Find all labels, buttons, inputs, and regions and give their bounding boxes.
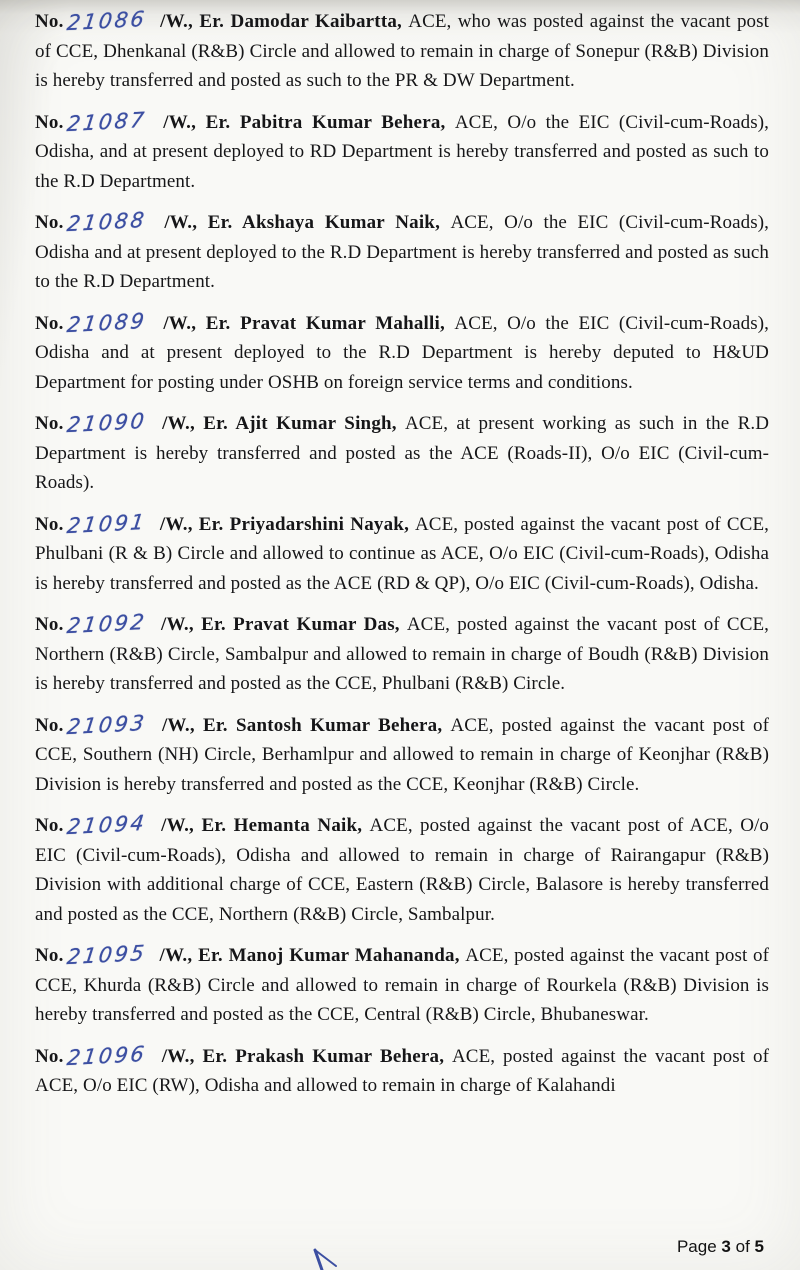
order-no-label: No. xyxy=(35,212,64,233)
handwritten-order-number: 21090 xyxy=(65,408,148,438)
order-body-text: ACE, O/o the EIC (Civil-cum-Roads), Odisha and at present deployed to the R.D Department is hereby transferred and posted as such to the R.D Department. xyxy=(35,212,769,292)
handwritten-order-number: 21092 xyxy=(65,609,148,639)
handwritten-order-number: 21087 xyxy=(65,107,148,136)
officer-name-bold: /W., Er. Pravat Kumar Das, xyxy=(161,614,400,635)
officer-name-bold: /W., Er. Pabitra Kumar Behera, xyxy=(163,111,446,133)
order-body-text: ACE, at present working as such in the R.D Department is hereby transferred and posted as the ACE (Roads-II), O/o EIC (Civil-cum-Roads). xyxy=(35,413,770,493)
order-no-label: No. xyxy=(35,413,64,434)
transfer-order-paragraph xyxy=(35,610,769,699)
officer-name-bold: /W., Er. Hemanta Naik, xyxy=(161,815,363,836)
page-number-footer xyxy=(677,1237,764,1257)
transfer-order-paragraph xyxy=(35,941,769,1030)
of-label: of xyxy=(735,1237,750,1256)
page-label: Page xyxy=(676,1237,717,1256)
officer-name-bold: /W., Er. Damodar Kaibartta, xyxy=(160,11,403,32)
transfer-order-paragraph xyxy=(35,309,769,398)
pen-stroke-icon xyxy=(303,1244,351,1270)
order-no-label: No. xyxy=(35,1045,64,1067)
transfer-order-paragraph xyxy=(35,811,769,929)
order-no-label: No. xyxy=(35,312,64,334)
order-body-text: ACE, posted against the vacant post of CCE, Phulbani (R & B) Circle and allowed to continue as ACE, O/o EIC (Civil-cum-Roads), Odisha is hereby transferred and posted as the ACE (RD & QP), O/o EIC (Civil-cum-Roads), Odisha. xyxy=(35,513,769,594)
order-body-text: ACE, posted against the vacant post of CCE, Khurda (R&B) Circle and allowed to remain in charge of Rourkela (R&B) Division is hereby transferred and posted as the CCE, Central (R&B) Circle, Bhubaneswar. xyxy=(35,945,770,1025)
officer-name-bold: /W., Er. Ajit Kumar Singh, xyxy=(162,413,397,434)
transfer-order-paragraph xyxy=(35,1042,769,1101)
order-body-text: ACE, who was posted against the vacant post of CCE, Dhenkanal (R&B) Circle and allowed to remain in charge of Sonepur (R&B) Division is hereby transferred and posted as such to the PR & DW Department. xyxy=(35,11,770,91)
officer-name-bold: /W., Er. Pravat Kumar Mahalli, xyxy=(163,312,445,334)
order-no-label: No. xyxy=(35,111,64,133)
handwritten-order-number: 21094 xyxy=(65,810,148,840)
order-no-label: No. xyxy=(35,714,64,736)
transfer-order-paragraph xyxy=(35,7,769,96)
officer-name-bold: /W., Er. Priyadarshini Nayak, xyxy=(159,513,410,535)
total-pages-number: 5 xyxy=(754,1237,764,1256)
officer-name-bold: /W., Er. Prakash Kumar Behera, xyxy=(161,1045,445,1067)
handwritten-order-number: 21088 xyxy=(65,207,148,237)
order-body-text: ACE, O/o the EIC (Civil-cum-Roads), Odisha, and at present deployed to RD Department is hereby transferred and posted as such to the R.D Department. xyxy=(35,111,770,192)
order-body-text: ACE, posted against the vacant post of ACE, O/o EIC (RW), Odisha and allowed to remain in charge of Kalahandi xyxy=(35,1045,770,1096)
transfer-order-paragraph xyxy=(35,510,769,599)
order-no-label: No. xyxy=(35,945,64,966)
transfer-order-paragraph xyxy=(35,208,769,297)
order-no-label: No. xyxy=(35,11,64,32)
order-no-label: No. xyxy=(35,614,64,635)
transfer-order-paragraph xyxy=(35,409,769,498)
handwritten-order-number: 21093 xyxy=(65,710,148,739)
officer-name-bold: /W., Er. Manoj Kumar Mahananda, xyxy=(159,945,460,966)
order-body-text: ACE, posted against the vacant post of CCE, Northern (R&B) Circle, Sambalpur and allowed to remain in charge of Boudh (R&B) Division is hereby transferred and posted as the CCE, Phulbani (R&B) Circle. xyxy=(35,614,770,694)
transfer-order-paragraph xyxy=(35,711,769,800)
officer-name-bold: /W., Er. Santosh Kumar Behera, xyxy=(161,714,443,736)
order-body-text: ACE, O/o the EIC (Civil-cum-Roads), Odisha and at present deployed to the R.D Department is hereby deputed to H&UD Department for posting under OSHB on foreign service terms and conditions. xyxy=(35,312,769,393)
handwritten-order-number: 21089 xyxy=(65,308,148,337)
transfer-order-paragraph xyxy=(35,108,769,197)
order-body-text: ACE, posted against the vacant post of ACE, O/o EIC (Civil-cum-Roads), Odisha and allowed to remain in charge of Rairangapur (R&B) Division with additional charge of CCE, Eastern (R&B) Circle, Balasore is hereby transferred and posted as the CCE, Northern (R&B) Circle, Sambalpur. xyxy=(35,815,769,925)
order-no-label: No. xyxy=(35,815,64,836)
order-no-label: No. xyxy=(35,513,64,535)
handwritten-order-number: 21096 xyxy=(65,1041,148,1070)
handwritten-order-number: 21086 xyxy=(65,6,148,36)
officer-name-bold: /W., Er. Akshaya Kumar Naik, xyxy=(164,212,441,233)
handwritten-order-number: 21095 xyxy=(65,940,148,970)
order-body-text: ACE, posted against the vacant post of CCE, Southern (NH) Circle, Berhamlpur and allowed to remain in charge of Keonjhar (R&B) Division is hereby transferred and posted as the CCE, Keonjhar (R&B) Circle. xyxy=(35,714,770,795)
current-page-number: 3 xyxy=(721,1237,731,1256)
handwritten-order-number: 21091 xyxy=(65,509,148,538)
